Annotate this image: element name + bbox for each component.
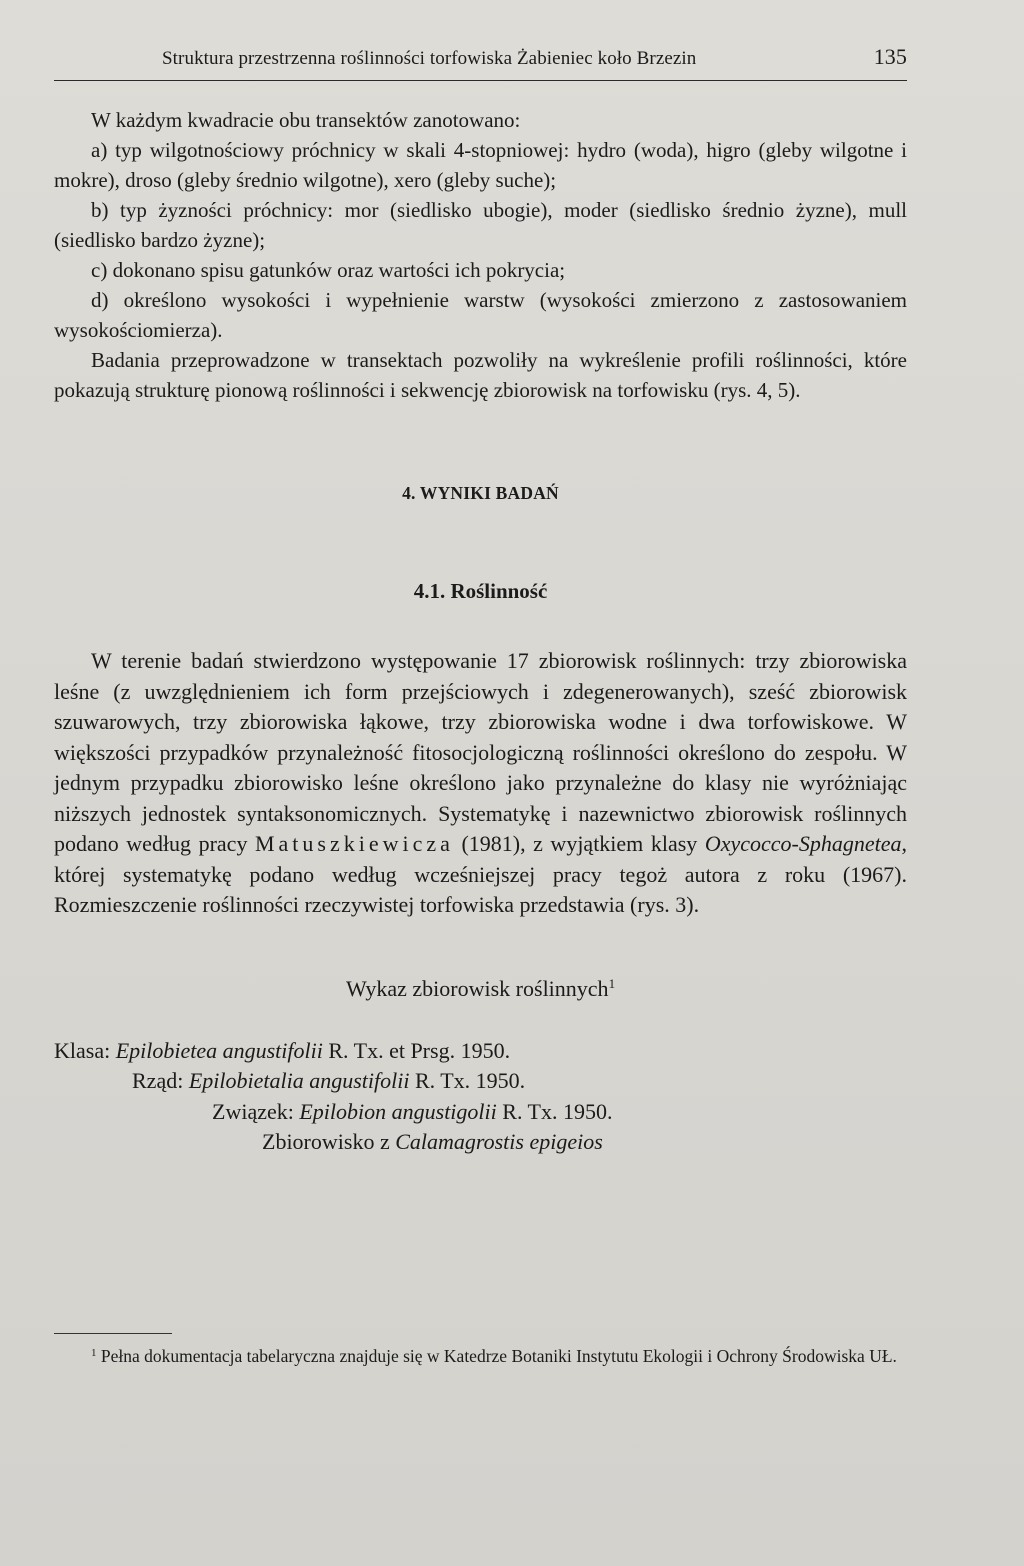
vegetation-text-2: (1981), z wyjątkiem klasy (461, 831, 698, 856)
intro-item-c: c) dokonano spisu gatunków oraz wartości ich pokrycia; (91, 258, 566, 282)
footnote-rule (54, 1333, 172, 1334)
intro-lead: W każdym kwadracie obu transektów zanotowano: (91, 108, 521, 132)
footnote (54, 1340, 907, 1369)
page-body (54, 105, 907, 1158)
intro-summary: Badania przeprowadzone w transektach pozwoliły na wykreślenie profili roślinności, które pokazują strukturę pionową roślinności i sekwencję zbiorowisk na torfowisku (rys. 4, 5). (54, 348, 907, 402)
running-title: Struktura przestrzenna roślinności torfowiska Żabieniec koło Brzezin (162, 48, 697, 69)
taxon-class-author: R. Tx. et Prsg. 1950. (328, 1037, 511, 1063)
taxon-community (54, 1127, 907, 1158)
taxon-class-name: Epilobietea angustifolii (115, 1037, 323, 1063)
footnote-paragraph (54, 1340, 907, 1369)
header-rule (54, 80, 907, 81)
taxon-alliance-author: R. Tx. 1950. (502, 1098, 613, 1124)
taxon-order (54, 1066, 907, 1097)
running-header (162, 44, 907, 74)
author-name: Matuszkiewicza (254, 831, 454, 856)
taxon-class (54, 1036, 907, 1067)
taxon-order-label: Rząd: (132, 1068, 184, 1093)
taxon-community-name: Calamagrostis epigeios (395, 1129, 603, 1154)
taxon-community-label: Zbiorowisko z (262, 1129, 390, 1154)
vegetation-text-1: W terenie badań stwierdzono występowanie 17 zbiorowisk roślinnych: trzy zbiorowiska leśne (z uwzględnieniem ich form przejściowych i zdegenerowanych), sześć zbiorowisk szuwarowych, trzy zbiorowiska łąkowe, trzy zbiorowiska wodne i dwa torfowiskowe. W większości przypadków przynależność fitosocjologiczną roślinności określono do zespołu. W jednym przypadku zbiorowisko leśne określono jako przynależne do klasy nie wyróżniając niższych jednostek syntaksonomicznych. Systematykę i nazewnictwo zbiorowisk roślinnych podano według pracy (54, 648, 907, 856)
list-title (54, 969, 907, 1004)
list-title-text: Wykaz zbiorowisk roślinnych (345, 975, 609, 1001)
taxon-alliance-name: Epilobion angustigolii (299, 1098, 497, 1124)
footnote-marker: 1 (91, 1347, 97, 1359)
intro-item-b: b) typ żyzności próchnicy: mor (siedlisko ubogie), moder (siedlisko średnio żyzne), mull (siedlisko bardzo żyzne); (54, 198, 907, 252)
footnote-text: Pełna dokumentacja tabelaryczna znajduje się w Katedrze Botaniki Instytutu Ekologii i Ochrony Środowiska UŁ. (100, 1346, 897, 1366)
intro-item-a: a) typ wilgotnościowy próchnicy w skali 4-stopniowej: hydro (woda), higro (gleby wilgotne i mokre), droso (gleby średnio wilgotne), xero (gleby suche); (54, 138, 907, 192)
intro-item-d: d) określono wysokości i wypełnienie warstw (wysokości zmierzono z zastosowaniem wysokościomierza). (54, 288, 907, 342)
taxon-alliance (54, 1097, 907, 1128)
page-number: 135 (873, 44, 907, 69)
taxon-class-label: Klasa: (54, 1037, 111, 1063)
vegetation-paragraph (54, 646, 907, 921)
footnote-reference: 1 (608, 975, 616, 991)
taxon-order-name: Epilobietalia angustifolii (188, 1068, 410, 1093)
taxon-alliance-label: Związek: (212, 1098, 294, 1124)
taxon-order-author: R. Tx. 1950. (414, 1068, 526, 1093)
vegetation-text-3: , której systematykę podano według wcześniejszej pracy tegoż autora z roku (1967). Rozmieszczenie roślinności rzeczywistej torfowiska przedstawia (rys. 3). (54, 831, 907, 917)
section-heading: 4. WYNIKI BADAŃ (402, 483, 559, 503)
class-name: Oxycocco-Sphagnetea (704, 831, 902, 856)
subsection-heading: 4.1. Roślinność (413, 579, 548, 603)
